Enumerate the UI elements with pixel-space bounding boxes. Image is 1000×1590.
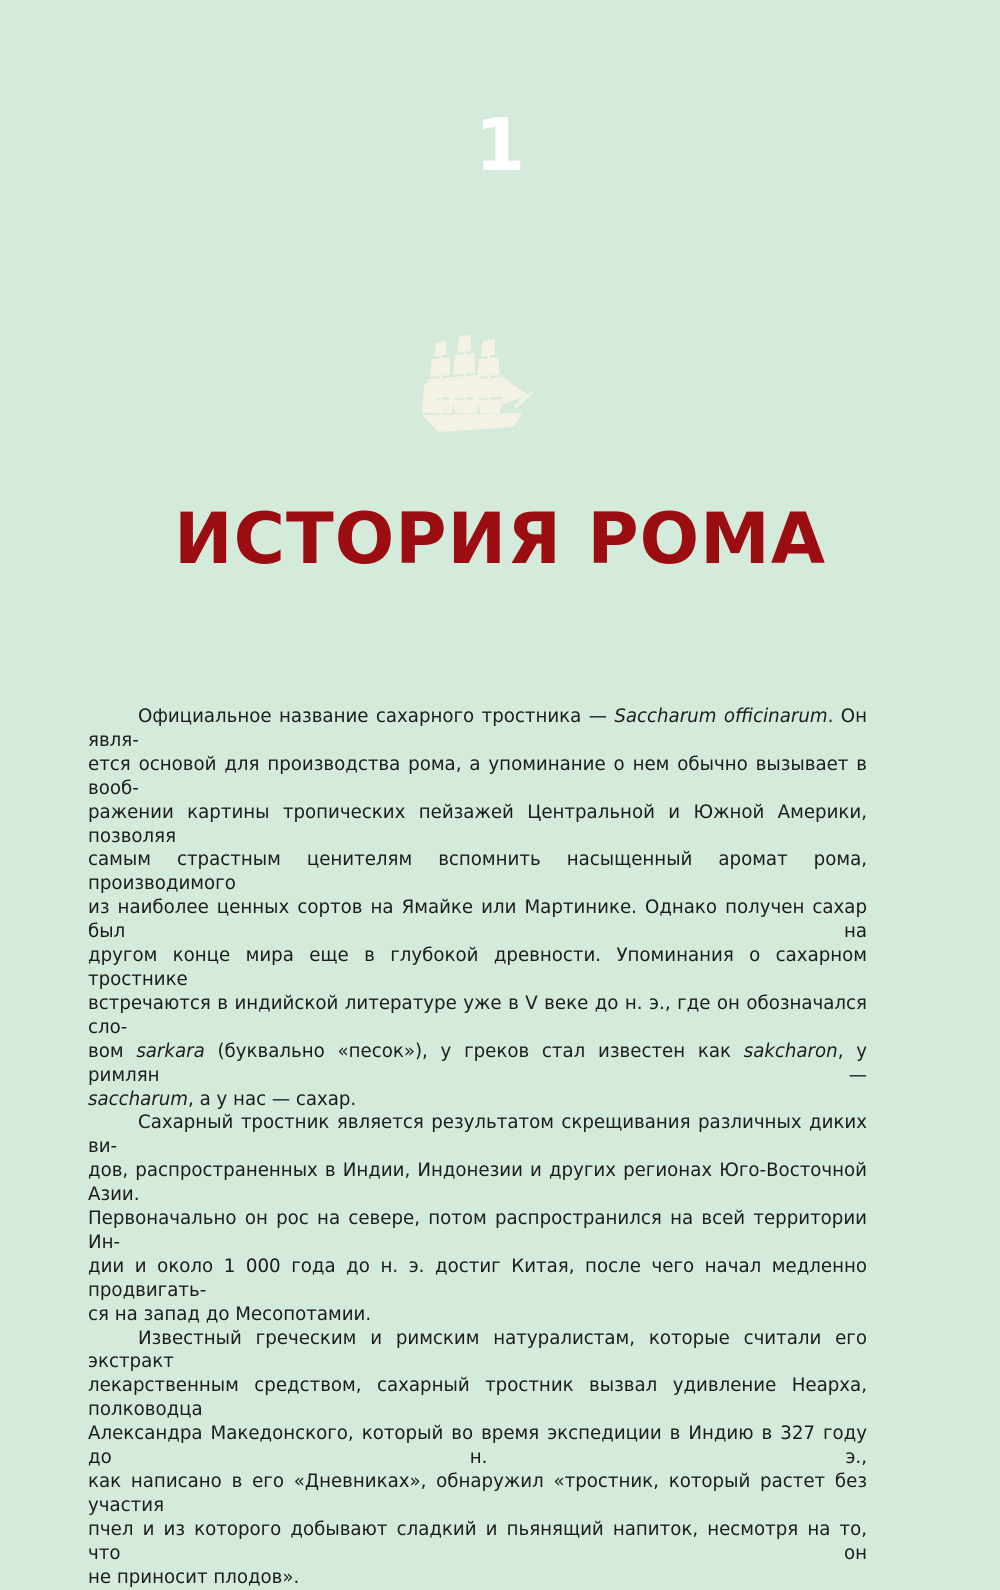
body-text — [88, 705, 867, 1590]
text-line: Официальное название сахарного тростника — Saccharum officinarum. Он явля- — [88, 706, 867, 751]
text-line: самым страстным ценителям вспомнить насыщенный аромат рома, производимого — [88, 849, 867, 895]
text-line: ется основой для производства рома, а упоминание о нем обычно вызывает в вооб- — [88, 753, 867, 799]
text-line: ражении картины тропических пейзажей Центральной и Южной Америки, позволяя — [88, 801, 867, 847]
latin-term: Saccharum officinarum — [614, 706, 828, 727]
chapter-title: ИСТОРИЯ РОМА — [173, 498, 826, 580]
text-line: пчел и из которого добывают сладкий и пьянящий напиток, несмотря на то, что он — [88, 1518, 867, 1564]
text-line: Первоначально он рос на севере, потом распространился на всей территории Ин- — [88, 1208, 867, 1253]
text-line: другом конце мира еще в глубокой древности. Упоминания о сахарном тростнике — [88, 945, 867, 990]
text-line: лекарственным средством, сахарный тростник вызвал удивление Неарха, полководца — [88, 1375, 867, 1421]
paragraph — [88, 1327, 867, 1590]
text-line: вом sarkara (буквально «песок»), у греков стал известен как sakcharon, у римлян — — [88, 1040, 867, 1086]
text-line: из наиболее ценных сортов на Ямайке или Мартинике. Однако получен сахар был на — [88, 897, 867, 943]
text-line: saccharum, а у нас — сахар. — [88, 1088, 357, 1110]
paragraph — [88, 1111, 867, 1326]
text-line: Александра Македонского, который во время экспедиции в Индию в 327 году до н. э., — [88, 1423, 867, 1469]
text-line: дов, распространенных в Индии, Индонезии и других регионах Юго-Восточной Азии. — [88, 1160, 867, 1206]
latin-term: saccharum — [88, 1088, 189, 1110]
latin-term: sarkara — [136, 1040, 205, 1062]
text-line: дии и около 1 000 года до н. э. достиг Китая, после чего начал медленно продвигать- — [88, 1255, 867, 1301]
paragraph — [88, 705, 867, 1111]
text-line: как написано в его «Дневниках», обнаружил «тростник, который растет без участия — [88, 1471, 867, 1516]
sailing-ship-icon — [418, 335, 534, 437]
text-line: встречаются в индийской литературе уже в V веке до н. э., где он обозначался сло- — [88, 992, 867, 1038]
text-line: ся на запад до Месопотамии. — [88, 1303, 372, 1325]
text-line: Известный греческим и римским натуралистам, которые считали его экстракт — [88, 1327, 867, 1373]
latin-term: sakcharon — [743, 1040, 838, 1062]
text-line: не приносит плодов». — [88, 1566, 300, 1588]
text-line: Сахарный тростник является результатом скрещивания различных диких ви- — [88, 1112, 867, 1158]
chapter-number: 1 — [474, 103, 526, 187]
